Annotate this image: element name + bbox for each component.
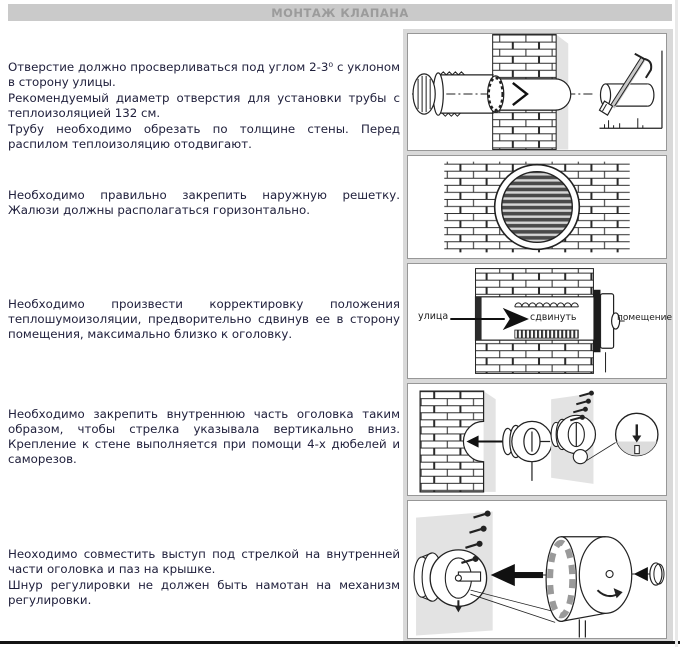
- figure-panel-grille: [407, 155, 667, 259]
- instruction-block-mounting: [8, 407, 400, 468]
- instruction-block-grille: [8, 188, 400, 219]
- label-room: помещение: [617, 313, 673, 323]
- paragraph: Необходимо произвести корректировку положения теплошумоизоляции, предворительно сдвинув ее в сторону помещения, максимально близко к оголовку.: [8, 297, 400, 341]
- paragraph: Трубу необходимо обрезать по толщине стены. Перед распилом теплоизоляцию отодвигают.: [8, 122, 400, 151]
- figures-column: [403, 29, 673, 642]
- figure-panel-mounting: [407, 383, 667, 496]
- instruction-block-cap: [8, 547, 400, 609]
- figure-panel-insulation: [407, 263, 673, 379]
- instruction-block-drilling: [8, 60, 400, 153]
- head-mounting-figure: [408, 384, 666, 495]
- bottom-divider: [0, 641, 680, 644]
- page-header: [8, 4, 672, 21]
- paragraph: Шнур регулировки не должен быть намотан на механизм регулировки.: [8, 578, 400, 607]
- page-title: МОНТАЖ КЛАПАНА: [271, 5, 409, 20]
- figure-panel-cap-assembly: [407, 500, 667, 639]
- label-shift: сдвинуть: [530, 312, 577, 323]
- page-edge: [675, 0, 678, 647]
- paragraph: Неоходимо совместить выступ под стрелкой на внутренней части оголовка и паз на крышке.: [8, 547, 400, 576]
- paragraph: Отверстие должно просверливаться под углом 2-3⁰ с уклоном в сторону улицы.: [8, 60, 400, 89]
- grille-on-wall-figure: [408, 156, 666, 258]
- pipe-through-wall-figure: [408, 34, 666, 150]
- paragraph: Необходимо правильно закрепить наружную решетку. Жалюзи должны располагаться горизонтально.: [8, 188, 400, 217]
- paragraph: Необходимо закрепить внутреннюю часть оголовка таким образом, чтобы стрелка указывала вертикально вниз. Крепление к стене выполняется при помощи 4-х дюбелей и саморезов.: [8, 407, 400, 466]
- cap-assembly-figure: [408, 501, 666, 638]
- label-street: улица: [418, 311, 449, 322]
- paragraph: Рекомендуемый диаметр отверстия для установки трубы с теплоизоляцией 132 см.: [8, 91, 400, 120]
- figure-panel-drilling: [407, 33, 667, 151]
- instruction-block-insulation: [8, 297, 400, 343]
